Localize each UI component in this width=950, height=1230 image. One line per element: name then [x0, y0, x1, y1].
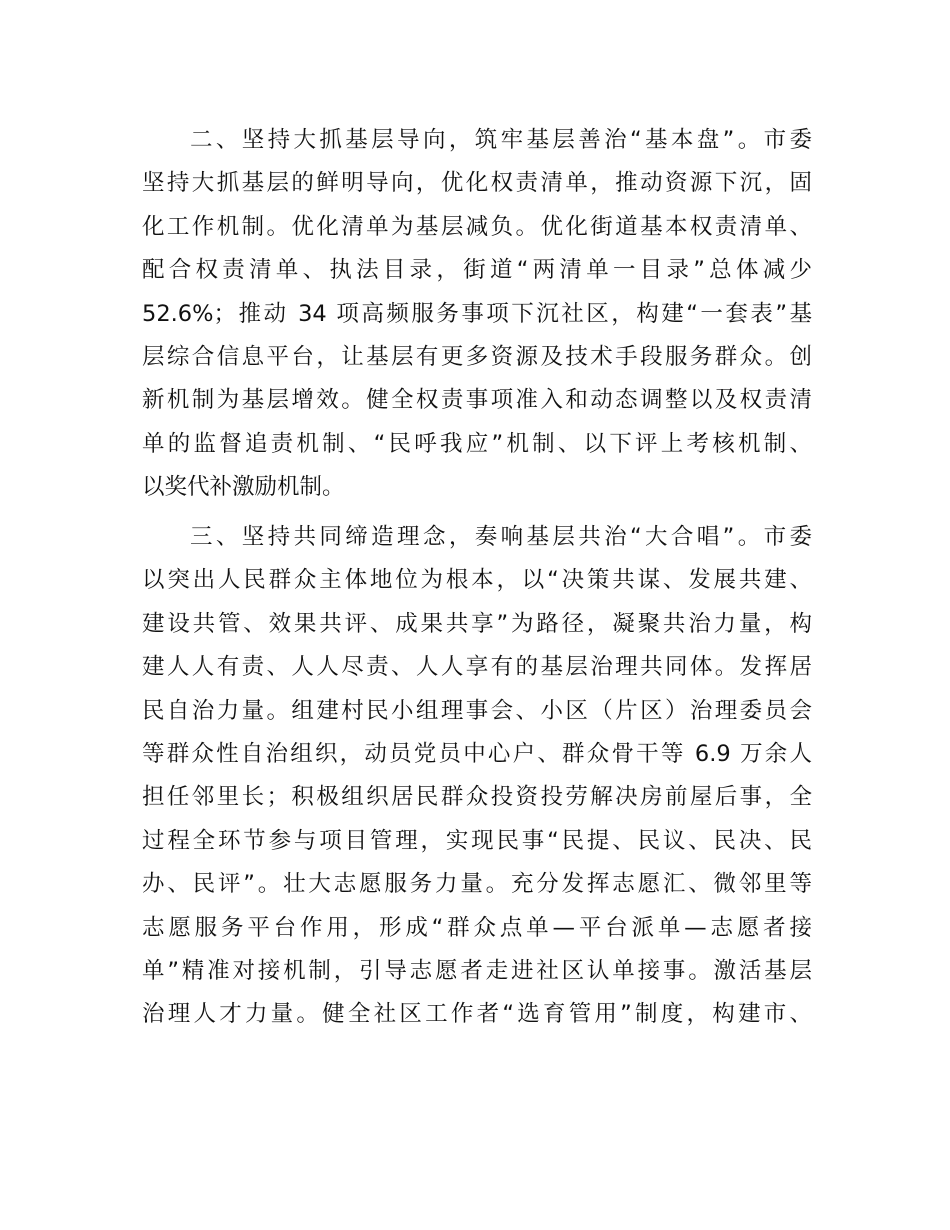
text-line: 化工作机制。优化清单为基层减负。优化街道基本权责清单、 — [142, 213, 812, 240]
text-line: 建设共管、效果共评、成果共享”为路径，凝聚共治力量，构 — [142, 610, 812, 637]
text-line: 坚持大抓基层的鲜明导向，优化权责清单，推动资源下沉，固 — [142, 170, 812, 197]
text-line: 52.6%；推动 34 项高频服务事项下沉社区，构建“一套表”基 — [142, 300, 812, 327]
text-line: 以突出人民群众主体地位为根本，以“决策共谋、发展共建、 — [142, 567, 812, 594]
text-line: 单”精准对接机制，引导志愿者走进社区认单接事。激活基层 — [142, 958, 812, 985]
text-line: 层综合信息平台，让基层有更多资源及技术手段服务群众。创 — [142, 344, 812, 371]
text-line: 三、坚持共同缔造理念，奏响基层共治“大合唱”。市委 — [190, 524, 812, 550]
text-line: 志愿服务平台作用，形成“群众点单—平台派单—志愿者接 — [142, 914, 812, 941]
paragraph-section-three — [142, 516, 812, 1037]
text-line: 配合权责清单、执法目录，街道“两清单一目录”总体减少 — [142, 257, 812, 284]
text-line: 以奖代补激励机制。 — [142, 474, 345, 501]
text-line: 办、民评”。壮大志愿服务力量。充分发挥志愿汇、微邻里等 — [142, 871, 812, 898]
text-line: 担任邻里长；积极组织居民群众投资投劳解决房前屋后事，全 — [142, 784, 812, 811]
text-line: 过程全环节参与项目管理，实现民事“民提、民议、民决、民 — [142, 827, 812, 854]
text-line: 民自治力量。组建村民小组理事会、小区（片区）治理委员会 — [142, 697, 812, 724]
text-line: 等群众性自治组织，动员党员中心户、群众骨干等 6.9 万余人 — [142, 741, 812, 768]
text-line: 建人人有责、人人尽责、人人享有的基层治理共同体。发挥居 — [142, 654, 812, 681]
text-line: 治理人才力量。健全社区工作者“选育管用”制度，构建市、 — [142, 1001, 812, 1028]
text-line: 二、坚持大抓基层导向，筑牢基层善治“基本盘”。市委 — [190, 127, 812, 153]
paragraph-section-two — [142, 119, 812, 510]
text-line: 新机制为基层增效。健全权责事项准入和动态调整以及权责清 — [142, 387, 812, 414]
text-line: 单的监督追责机制、“民呼我应”机制、以下评上考核机制、 — [142, 430, 812, 457]
